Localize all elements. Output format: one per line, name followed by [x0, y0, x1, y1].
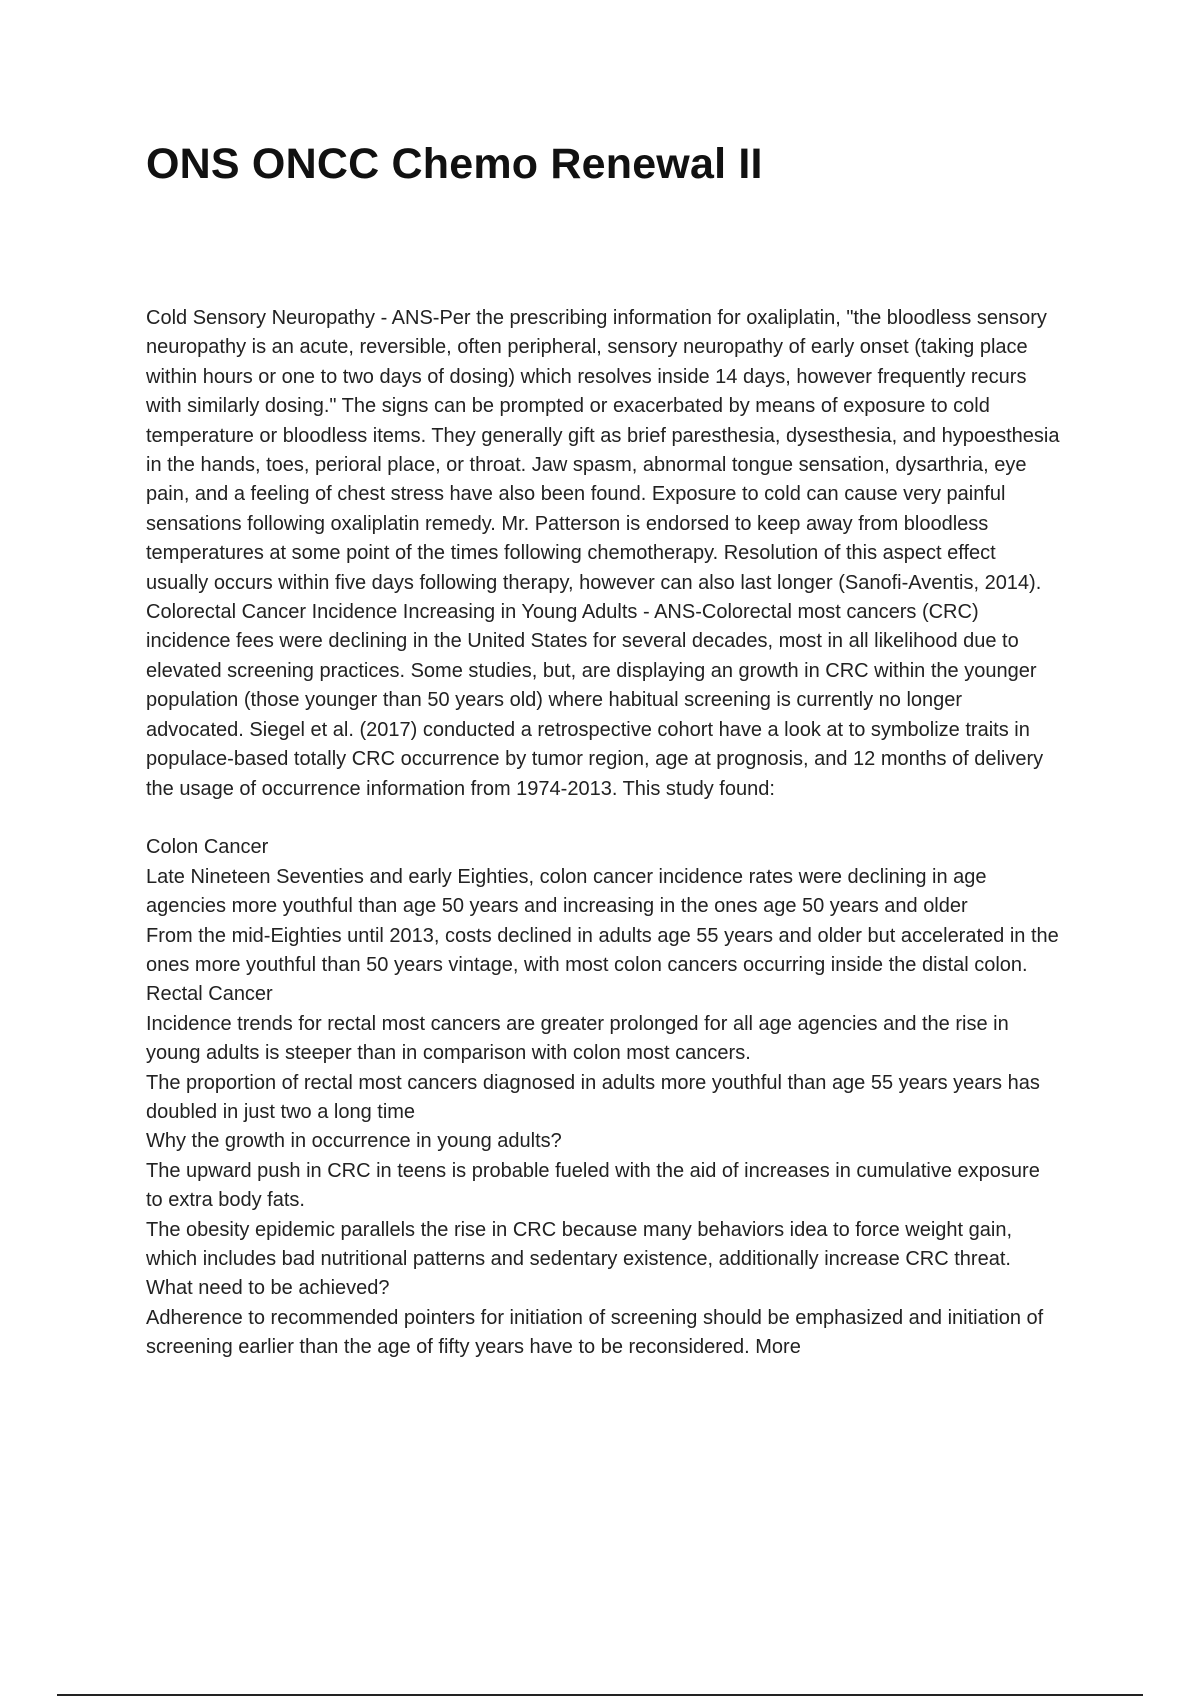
- heading-rectal-cancer: Rectal Cancer: [146, 983, 273, 1006]
- paragraph-obesity-epidemic: The obesity epidemic parallels the rise in CRC because many behaviors idea to force weight gain, which includes bad nutritional patterns and sedentary existence, additionally increase CRC threat.: [146, 1218, 1013, 1270]
- paragraph-colorectal-cancer-incidence: Colorectal Cancer Incidence Increasing in Young Adults - ANS-Colorectal most cancers (CRC) incidence fees were declining in the United States for several decades, most in all likelihood due to elevated screening practices. Some studies, but, are displaying an growth in CRC within the younger population (those younger than 50 years old) where habitual screening is currently no longer advocated. Siegel et al. (2017) conducted a retrospective cohort have a look at to symbolize traits in populace-based totally CRC occurrence by tumor region, age at prognosis, and 12 months of delivery the usage of occurrence information from 1974-2013. This study found:: [146, 601, 1044, 800]
- paragraph-screening-adherence: Adherence to recommended pointers for initiation of screening should be emphasized and initiation of screening earlier than the age of fifty years have to be reconsidered. More: [146, 1306, 1044, 1359]
- paragraph-body-fat-exposure: The upward push in CRC in teens is probable fueled with the aid of increases in cumulative exposure to extra body fats.: [146, 1159, 1040, 1212]
- paragraph-colon-late-seventies: Late Nineteen Seventies and early Eighties, colon cancer incidence rates were declining in age agencies more youthful than age 50 years and increasing in the ones age 50 years and older: [146, 865, 987, 918]
- heading-what-to-achieve: What need to be achieved?: [146, 1277, 390, 1300]
- paragraph-colon-mid-eighties: From the mid-Eighties until 2013, costs declined in adults age 55 years and older but accelerated in the ones more youthful than 50 years vintage, with most colon cancers occurring inside the distal colon.: [146, 924, 1059, 976]
- paragraph-rectal-trends: Incidence trends for rectal most cancers are greater prolonged for all age agencies and the rise in young adults is steeper than in comparison with colon most cancers.: [146, 1012, 1009, 1065]
- paragraph-rectal-proportion: The proportion of rectal most cancers diagnosed in adults more youthful than age 55 years years has doubled in just two a long time: [146, 1071, 1040, 1123]
- footer-divider: [57, 1694, 1143, 1696]
- paragraph-cold-sensory-neuropathy: Cold Sensory Neuropathy - ANS-Per the prescribing information for oxaliplatin, "the bloodless sensory neuropathy is an acute, reversible, often peripheral, sensory neuropathy of early onset (taking place within hours or one to two days of dosing) which resolves inside 14 days, however frequently recurs with similarly dosing." The signs can be prompted or exacerbated by means of exposure to cold temperature or bloodless items. They generally gift as brief paresthesia, dysesthesia, and hypoesthesia in the hands, toes, perioral place, or throat. Jaw spasm, abnormal tongue sensation, dysarthria, eye pain, and a feeling of chest stress have also been found. Exposure to cold can cause very painful sensations following oxaliplatin remedy. Mr. Patterson is endorsed to keep away from bloodless temperatures at some point of the times following chemotherapy. Resolution of this aspect effect usually occurs within five days following therapy, however can also last longer (Sanofi-Aventis, 2014).: [146, 307, 1060, 594]
- page-title: ONS ONCC Chemo Renewal II: [146, 140, 763, 188]
- heading-why-growth: Why the growth in occurrence in young adults?: [146, 1130, 562, 1153]
- paragraph-spacer: [146, 804, 1061, 833]
- document-body: [146, 304, 1061, 1363]
- heading-colon-cancer: Colon Cancer: [146, 836, 269, 859]
